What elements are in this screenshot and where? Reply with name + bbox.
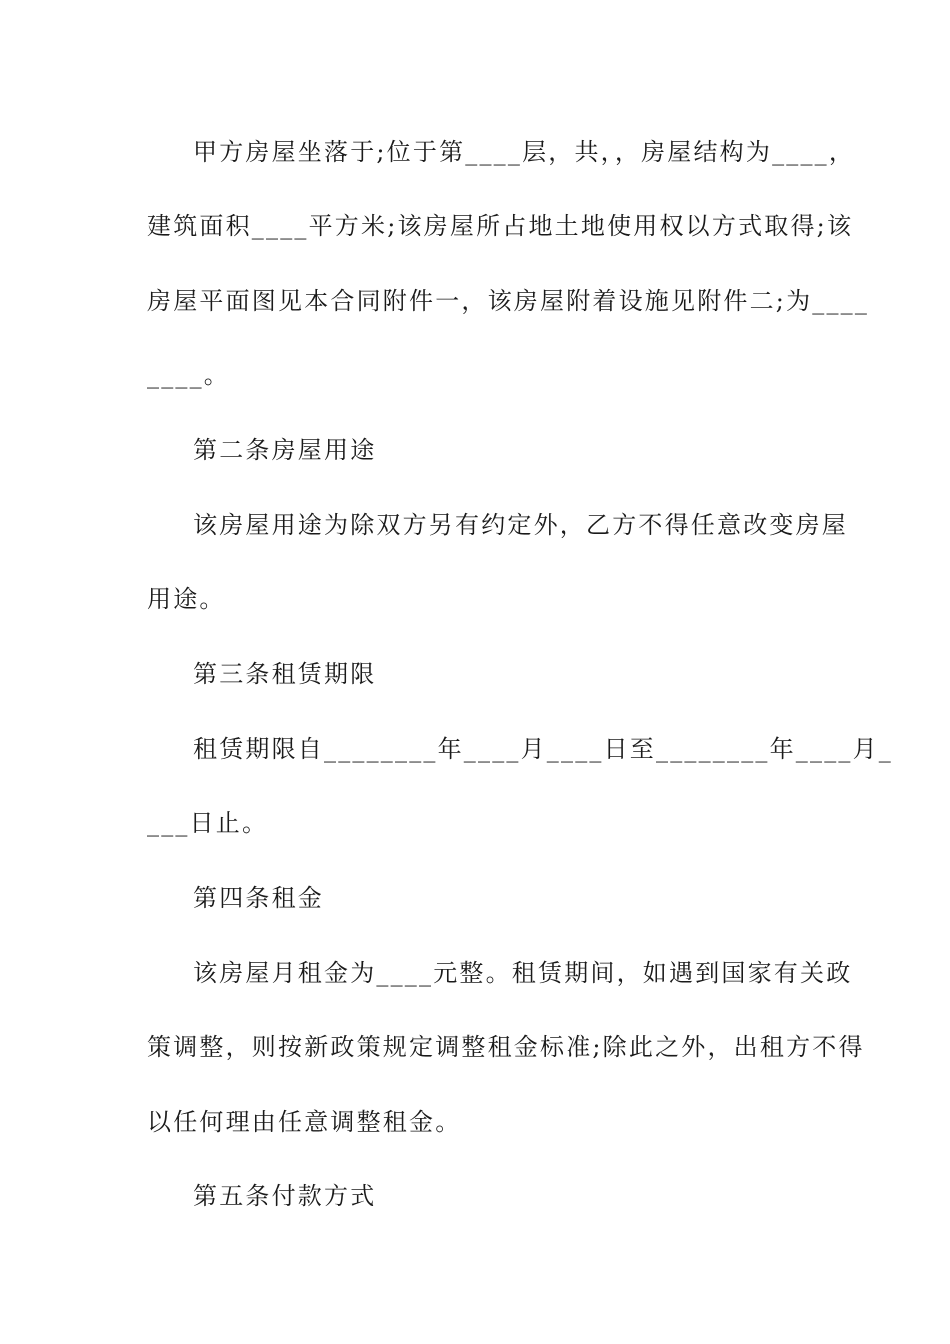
paragraph-line — [193, 505, 950, 545]
paragraph-line — [193, 132, 950, 172]
line-text: 租赁期限自________年____月____日至________年____月_ — [193, 735, 893, 763]
section-heading — [193, 1176, 950, 1216]
section-heading — [193, 430, 950, 470]
paragraph-line — [193, 729, 950, 769]
heading-text: 第五条付款方式 — [193, 1182, 377, 1210]
paragraph-line — [147, 1102, 950, 1142]
paragraph-line — [147, 206, 950, 246]
paragraph-line — [147, 803, 950, 843]
line-text: 该房屋月租金为____元整。租赁期间，如遇到国家有关政 — [193, 959, 853, 987]
section-heading — [193, 878, 950, 918]
line-text: 以任何理由任意调整租金。 — [147, 1108, 462, 1136]
line-text: ____。 — [147, 361, 230, 389]
heading-text: 第二条房屋用途 — [193, 436, 377, 464]
line-text: 甲方房屋坐落于;位于第____层，共，，房屋结构为____， — [193, 138, 856, 166]
line-text: 策调整，则按新政策规定调整租金标准;除此之外，出租方不得 — [147, 1033, 865, 1061]
paragraph-line — [147, 579, 950, 619]
section-heading — [193, 654, 950, 694]
line-text: 建筑面积____平方米;该房屋所占地土地使用权以方式取得;该 — [147, 212, 854, 240]
paragraph-line — [147, 281, 950, 321]
paragraph-line — [147, 355, 950, 395]
paragraph-line — [147, 1027, 950, 1067]
line-text: ___日止。 — [147, 809, 269, 837]
line-text: 该房屋用途为除双方另有约定外，乙方不得任意改变房屋 — [193, 511, 848, 539]
heading-text: 第三条租赁期限 — [193, 660, 377, 688]
line-text: 用途。 — [147, 585, 226, 613]
line-text: 房屋平面图见本合同附件一，该房屋附着设施见附件二;为____ — [147, 287, 870, 315]
paragraph-line — [193, 953, 950, 993]
heading-text: 第四条租金 — [193, 884, 324, 912]
